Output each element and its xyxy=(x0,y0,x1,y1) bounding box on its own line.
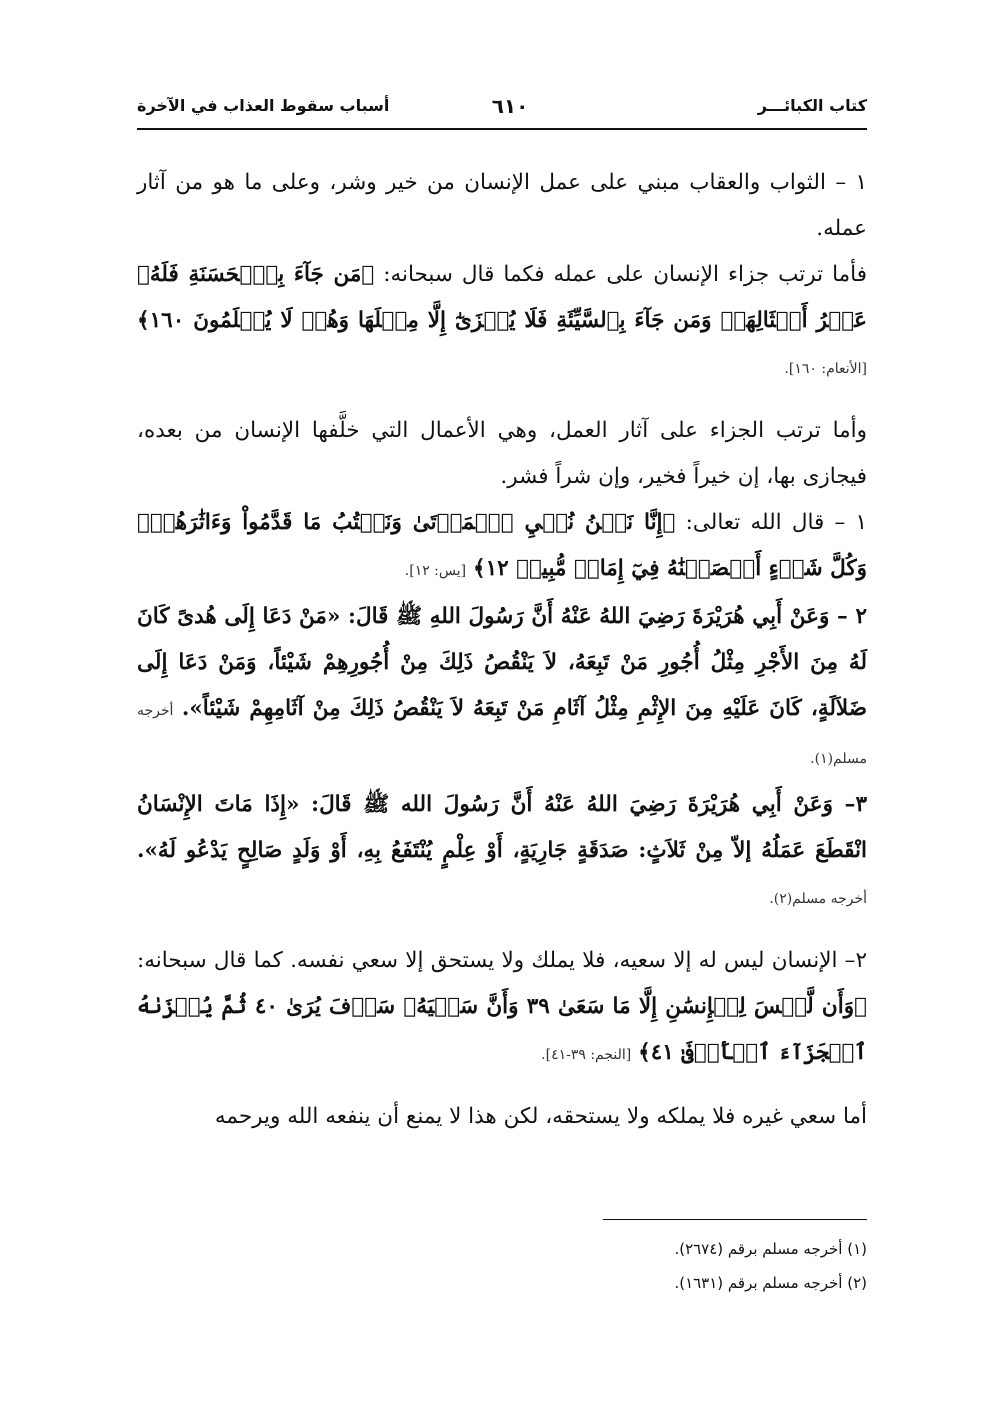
page-number: ٦١٠ xyxy=(491,94,529,118)
hadith-source: أخرجه مسلم(٢). xyxy=(769,891,867,907)
footnotes xyxy=(137,1232,867,1300)
paragraph-yasin-verse: ١ – قال الله تعالى: ﴿إِنَّا نَحۡنُ نُحۡيِ ٱلۡمَوۡتَىٰ وَنَكۡتُبُ مَا قَدَّمُواْ وَءَاثَٰرَهُمۡۚ وَكُلَّ شَيۡءٍ أَحۡصَيۡنَٰهُ فِيٓ إِمَامٖ مُّبِينٖ ١٢﴾ [يس: ١٢]. xyxy=(137,510,867,581)
footnote-1: (١) أخرجه مسلم برقم (٢٦٧٤). xyxy=(674,1240,867,1258)
running-header-chapter-title: أسباب سقوط العذاب في الآخرة xyxy=(137,96,390,115)
paragraph-hadith-1 xyxy=(137,594,867,782)
quran-verse-najm-39-41: ﴿وَأَن لَّيۡسَ لِلۡإِنسَٰنِ إِلَّا مَا سَعَىٰ ٣٩ وَأَنَّ سَعۡيَهُۥ سَوۡفَ يُرَىٰ ٤٠ ثُمَّ يُجۡزَىٰهُ ٱلۡجَزَآءَ ٱلۡأَوۡفَىٰ ٤١﴾ xyxy=(137,994,867,1065)
verse-reference: [النجم: ٣٩-٤١]. xyxy=(541,1047,632,1063)
footnote-2: (٢) أخرجه مسلم برقم (١٦٣١). xyxy=(674,1274,867,1292)
hadith-text: ٢ – وَعَنْ أَبِي هُرَيْرَةَ رَضِيَ اللهُ عَنْهُ أَنَّ رَسُولَ اللهِ ﷺ قَالَ: «مَنْ دَعَا إِلَى هُدىً كَانَ لَهُ مِنَ الأَجْرِ مِثْلُ أُجُورِ مَنْ تَبِعَهُ، لاَ يَنْقُصُ ذَلِكَ مِنْ أُجُورِهِمْ شَيْئاً، وَمَنْ دَعَا إِلَى ضَلاَلَةٍ، كَانَ عَلَيْهِ مِنَ الإِثْمِ مِثْلُ آثَامِ مَنْ تَبِعَهُ لاَ يَنْقُصُ ذَلِكَ مِنْ آثَامِهِمْ شَيْئاً». xyxy=(137,604,867,721)
header-rule xyxy=(137,128,867,130)
running-header-book-title: كتاب الكبائـــر xyxy=(757,96,867,115)
verse-reference: [يس: ١٢]. xyxy=(404,563,467,579)
paragraph-reward-by-deeds: فأما ترتب جزاء الإنسان على عمله فكما قال سبحانه: ﴿مَن جَآءَ بِٱلۡحَسَنَةِ فَلَهُۥ عَشۡرُ أَمۡثَالِهَاۖ وَمَن جَآءَ بِٱلسَّيِّئَةِ فَلَا يُجۡزَىٰٓ إِلَّا مِثۡلَهَا وَهُمۡ لَا يُظۡلَمُونَ ١٦٠﴾ [الأنعام: ١٦٠]. xyxy=(137,262,868,377)
footnote-separator xyxy=(603,1219,867,1220)
paragraph-reward-by-effects: وأما ترتب الجزاء على آثار العمل، وهي الأعمال التي خلَّفها الإنسان من بعده، فيجازى بها، إن خيراً فخير، وإن شراً فشر. xyxy=(137,418,867,489)
hadith-source: أخرجه مسلم(١). xyxy=(137,703,867,767)
paragraph-others-effort: أما سعي غيره فلا يملكه ولا يستحقه، لكن هذا لا يمنع أن ينفعه الله ويرحمه xyxy=(214,1104,867,1129)
paragraph-point-1: ١ – الثواب والعقاب مبني على عمل الإنسان من خير وشر، وعلى ما هو من آثار عمله. xyxy=(137,170,867,241)
quran-verse-anam-160: ﴿مَن جَآءَ بِٱلۡحَسَنَةِ فَلَهُۥ عَشۡرُ أَمۡثَالِهَاۖ وَمَن جَآءَ بِٱلسَّيِّئَةِ فَلَا يُجۡزَىٰٓ إِلَّا مِثۡلَهَا وَهُمۡ لَا يُظۡلَمُونَ ١٦٠﴾ xyxy=(137,262,867,333)
page-body xyxy=(137,160,867,1140)
paragraph-hadith-2 xyxy=(137,782,867,922)
quran-verse-yasin-12: ﴿إِنَّا نَحۡنُ نُحۡيِ ٱلۡمَوۡتَىٰ وَنَكۡتُبُ مَا قَدَّمُواْ وَءَاثَٰرَهُمۡۚ وَكُلَّ شَيۡءٍ أَحۡصَيۡنَٰهُ فِيٓ إِمَامٖ مُّبِينٖ ١٢﴾ xyxy=(137,510,867,581)
verse-reference: [الأنعام: ١٦٠]. xyxy=(784,361,867,377)
hadith-text: ٣– وَعَنْ أَبِي هُرَيْرَةَ رَضِيَ اللهُ عَنْهُ أَنَّ رَسُولَ الله ﷺ قَالَ: «إِذَا مَاتَ الإِنْسَانُ انْقَطَعَ عَمَلُهُ إلاّ مِنْ ثَلاَثٍ: صَدَقَةٍ جَارِيَةٍ، أَوْ عِلْمٍ يُنْتَفَعُ بِهِ، أَوْ وَلَدٍ صَالِحٍ يَدْعُو لَهُ». xyxy=(137,792,867,863)
paragraph-point-2: ٢– الإنسان ليس له إلا سعيه، فلا يملك ولا يستحق إلا سعي نفسه. كما قال سبحانه: ﴿وَأَن لَّيۡسَ لِلۡإِنسَٰنِ إِلَّا مَا سَعَىٰ ٣٩ وَأَنَّ سَعۡيَهُۥ سَوۡفَ يُرَىٰ ٤٠ ثُمَّ يُجۡزَىٰهُ ٱلۡجَزَآءَ ٱلۡأَوۡفَىٰ ٤١﴾ [النجم: ٣٩-٤١]. xyxy=(137,948,867,1065)
